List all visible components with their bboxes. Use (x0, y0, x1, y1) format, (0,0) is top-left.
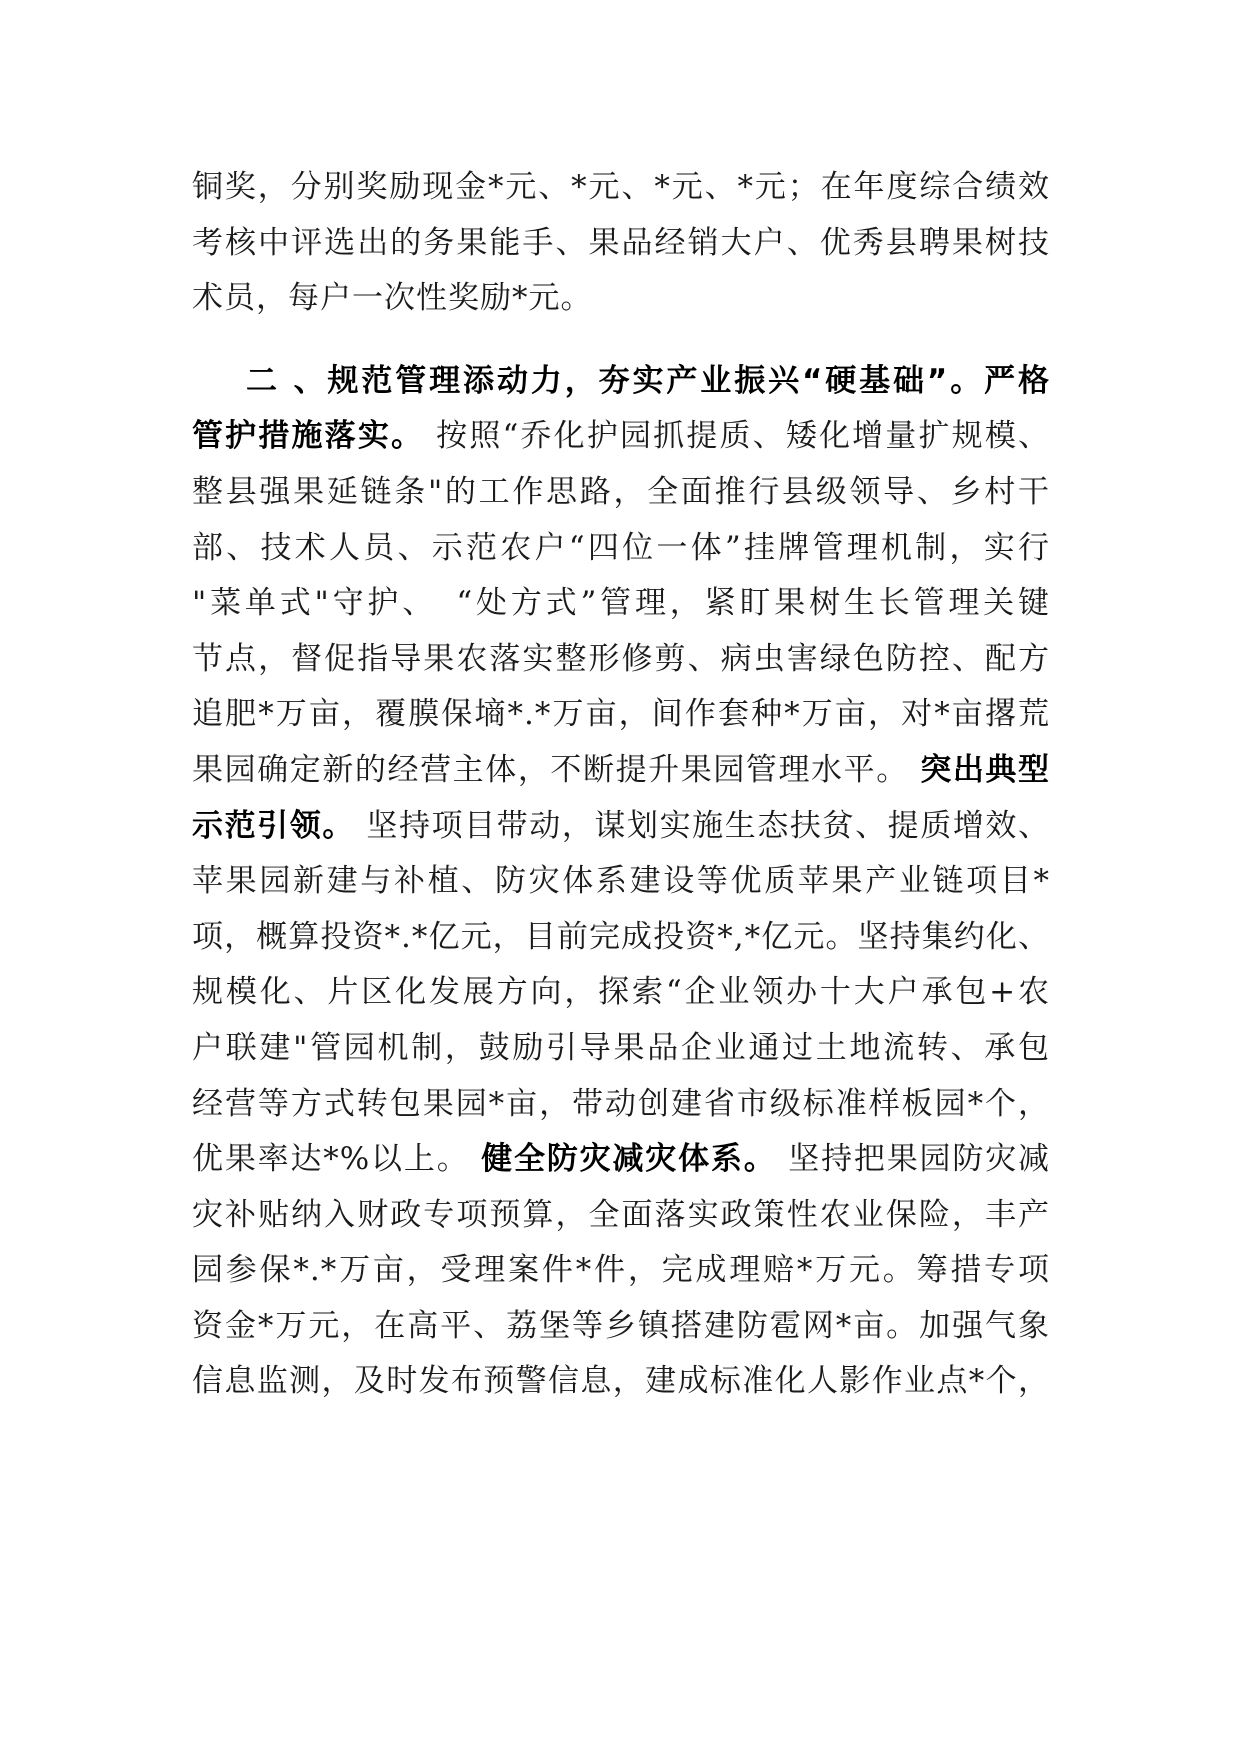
text-line: 灾补贴纳入财政专项预算，全面落实政策性农业保险，丰产 (192, 1196, 1050, 1233)
text-run: 坚持把果园防灾减 (776, 1141, 1051, 1178)
text-run: 果园确定新的经营主体，不断提升果园管理水平。 (192, 751, 921, 788)
text-line (192, 409, 1050, 465)
text-line: 信息监测，及时发布预警信息，建成标准化人影作业点*个， (192, 1363, 1050, 1400)
text-line: 铜奖，分别奖励现金*元、*元、*元、*元；在年度综合绩效 (192, 169, 1050, 205)
text-line: "菜单式"守护、 “处方式”管理，紧盯果树生长管理关键 (192, 585, 1050, 622)
subheading-guard-measures: 管护措施落实。 (192, 418, 425, 455)
text-line: 项，概算投资*.*亿元，目前完成投资*,*亿元。坚持集约化、 (192, 918, 1050, 955)
text-line: 整县强果延链条"的工作思路，全面推行县级领导、乡村干 (192, 473, 1050, 510)
text-run: 优果率达*%以上。 (192, 1141, 482, 1178)
text-line (192, 799, 1050, 855)
text-line (192, 743, 1050, 799)
text-line: 资金*万元，在高平、荔堡等乡镇搭建防雹网*亩。加强气象 (192, 1307, 1050, 1344)
paragraph-2 (192, 354, 1050, 1410)
text-line (192, 1132, 1050, 1188)
text-run: 按照“乔化护园抓提质、矮化增量扩规模、 (424, 418, 1050, 455)
subheading-demo-lead-cont: 示范引领。 (192, 807, 355, 844)
paragraph-gap (192, 327, 1050, 354)
text-line: 经营等方式转包果园*亩，带动创建省市级标准样板园*个， (192, 1085, 1050, 1122)
text-line: 术员，每户一次性奖励*元。 (192, 280, 593, 317)
text-line: 考核中评选出的务果能手、果品经销大户、优秀县聘果树技 (192, 224, 1050, 261)
subheading-disaster-prevention: 健全防灾减灾体系。 (481, 1141, 777, 1178)
text-line: 规模化、片区化发展方向，探索“企业领办十大户承包+农 (192, 974, 1050, 1011)
text-line: 节点，督促指导果农落实整形修剪、病虫害绿色防控、配方 (192, 640, 1050, 677)
paragraph-1 (192, 160, 1050, 327)
text-line: 园参保*.*万亩，受理案件*件，完成理赔*万元。筹措专项 (192, 1252, 1050, 1289)
text-line: 苹果园新建与补植、防灾体系建设等优质苹果产业链项目* (192, 863, 1050, 900)
text-run: 坚持项目带动，谋划实施生态扶贫、提质增效、 (354, 807, 1051, 844)
text-line: 追肥*万亩，覆膜保墒*.*万亩，间作套种*万亩，对*亩撂荒 (192, 696, 1050, 733)
text-line: 户联建"管园机制，鼓励引导果品企业通过土地流转、承包 (192, 1029, 1050, 1066)
text-line: 部、技术人员、示范农户“四位一体”挂牌管理机制，实行 (192, 529, 1050, 566)
body-text (192, 160, 1050, 1410)
section-heading: 二 、规范管理添动力，夯实产业振兴“硬基础”。严格 (246, 362, 1050, 399)
subheading-demo-lead: 突出典型 (920, 751, 1050, 788)
